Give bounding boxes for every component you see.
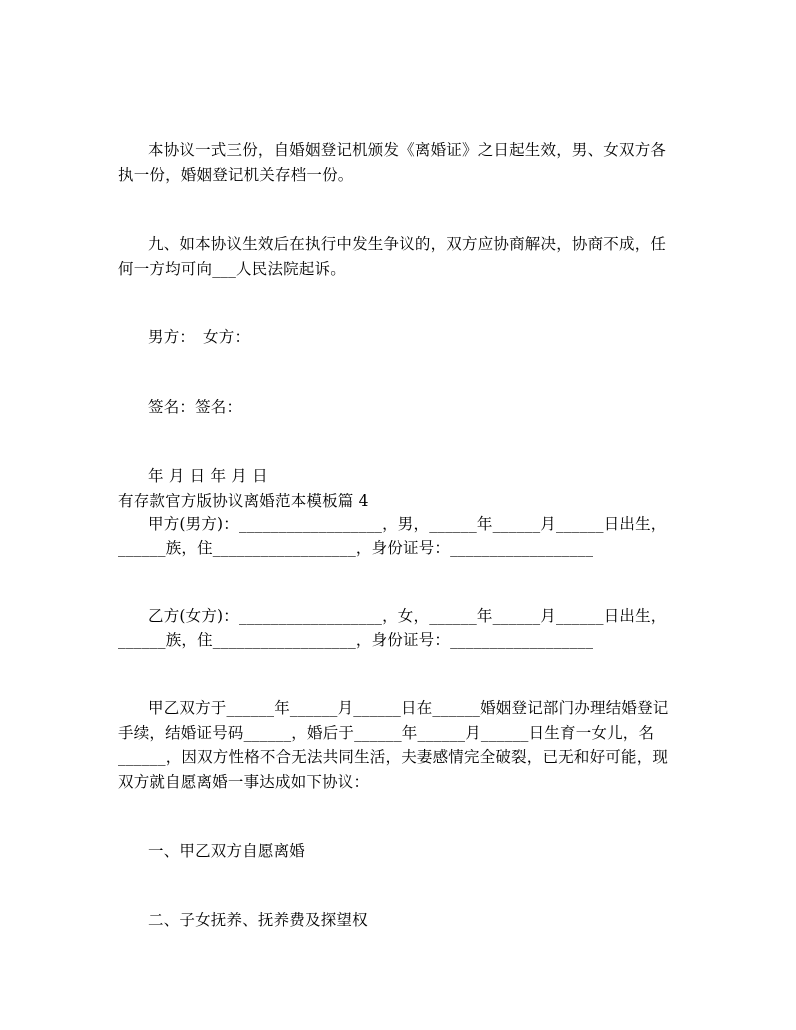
marriage-paragraph-line-2: 手续，结婚证号码______，婚后于______年______月______日生育一女儿，名: [118, 724, 655, 742]
marriage-paragraph-line-3: ______，因双方性格不合无法共同生活，夫妻感情完全破裂，已无和好可能，现: [118, 748, 669, 766]
marriage-paragraph-line-4: 双方就自愿离婚一事达成如下协议：: [118, 773, 370, 791]
section-title: 有存款官方版协议离婚范本模板篇 4: [118, 492, 369, 510]
item-1-heading: 一、甲乙双方自愿离婚: [148, 842, 306, 860]
marriage-paragraph-line-1: 甲乙双方于______年______月______日在______婚姻登记部门办理结婚登记: [148, 699, 669, 717]
party-a-line-2: ______族，住__________________，身份证号：__________________: [118, 539, 594, 557]
party-b-line-2: ______族，住__________________，身份证号：__________________: [118, 631, 594, 649]
date-line: 年 月 日 年 月 日: [148, 467, 268, 485]
paragraph-dispute-line-2: 何一方均可向___人民法院起诉。: [118, 260, 346, 278]
signature-label: 签名：签名：: [148, 398, 243, 416]
paragraph-effect-line-1: 本协议一式三份，自婚姻登记机颁发《离婚证》之日起生效，男、女双方各: [148, 141, 667, 159]
party-b-line-1: 乙方(女方)：__________________，女，______年______月______日出生，: [148, 607, 667, 625]
item-2-heading: 二、子女抚养、抚养费及探望权: [148, 911, 368, 929]
paragraph-effect-line-2: 执一份，婚姻登记机关存档一份。: [118, 166, 354, 184]
paragraph-dispute-line-1: 九、如本协议生效后在执行中发生争议的，双方应协商解决，协商不成，任: [148, 235, 667, 253]
party-a-line-1: 甲方(男方)：__________________，男，______年______月______日出生，: [148, 515, 667, 533]
parties-label: 男方： 女方：: [148, 328, 251, 346]
